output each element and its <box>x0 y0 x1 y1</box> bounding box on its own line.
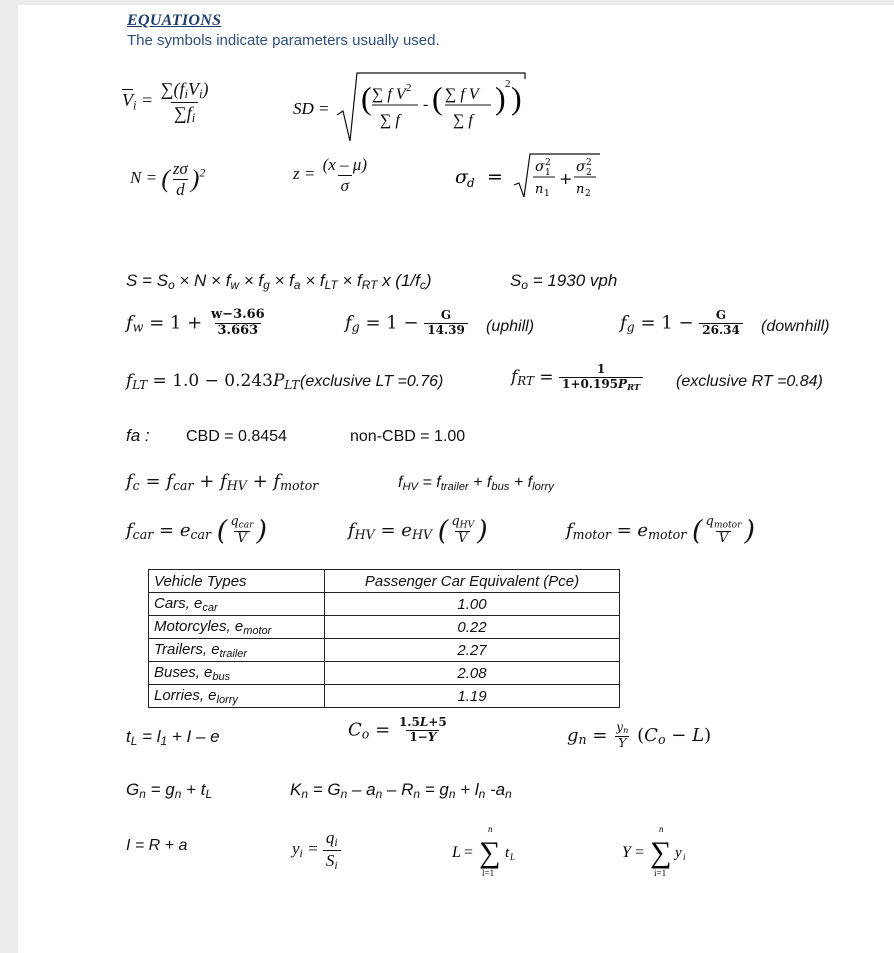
table-header-cell: Vehicle Types <box>149 570 325 593</box>
equation-total-flow-ratio <box>622 823 702 886</box>
svg-text:1: 1 <box>545 168 551 178</box>
svg-text:∑: ∑ <box>650 836 672 869</box>
downhill-note: (downhill) <box>761 318 830 335</box>
table-row <box>149 616 620 639</box>
svg-text:i=1: i=1 <box>654 868 667 878</box>
lt-note: (exclusive LT =0.76) <box>300 373 444 390</box>
svg-text:n: n <box>488 824 493 834</box>
svg-text:∑ f: ∑ f <box>380 112 400 129</box>
svg-text:(: ( <box>361 80 372 116</box>
svg-text:): ) <box>511 80 522 116</box>
svg-text:): ) <box>495 80 506 116</box>
svg-text:2: 2 <box>586 158 592 168</box>
equation-frt: $f_{RT}$ = $\frac{1}{1+0.195P_{RT}}$ <box>511 363 643 393</box>
equation-standard-deviation <box>293 69 533 152</box>
equation-fhv: $f_{HV} = e_{HV}$ ( $\frac{q_{HV}}{V}$ ) <box>348 514 488 547</box>
svg-text:-: - <box>423 96 429 113</box>
svg-text:2: 2 <box>585 189 591 199</box>
table-cell-value: 0.22 <box>325 616 620 639</box>
svg-text:(: ( <box>432 80 443 116</box>
equation-mean-speed: $\overline{V}_i$ = $\frac{\sum(f_iV_i)}{\sum f_i}$ <box>122 79 209 125</box>
svg-text:∑ f V: ∑ f V <box>445 86 479 103</box>
table-header-cell: Passenger Car Equivalent (Pce) <box>325 570 620 593</box>
table-cell-type: Buses, $e_{bus}$ <box>149 662 325 685</box>
svg-text:∑ f V: ∑ f V <box>372 86 406 103</box>
equation-green-time: $g_n$ = $\frac{y_n}{Y}$ $(C_o - L)$ <box>567 720 712 750</box>
lost-time-sum-svg <box>452 823 532 881</box>
svg-text:2: 2 <box>406 82 412 94</box>
svg-text:σ: σ <box>535 159 545 175</box>
table-row <box>149 662 620 685</box>
fa-label: fa : <box>126 426 150 445</box>
table-cell-value: 2.08 <box>325 662 620 685</box>
table-cell-value: 1.00 <box>325 593 620 616</box>
equation-fhv-sum: $f_{HV} = f_{trailer} + f_{bus} + f_{lorry}$ <box>398 474 554 493</box>
equation-sample-size: N = ( $\frac{z\sigma}{d}$ )$^2$ <box>130 159 206 199</box>
svg-text:i: i <box>683 852 686 862</box>
svg-text:2: 2 <box>545 158 551 168</box>
base-saturation-flow: $S_o = 1930$ vph <box>510 271 618 292</box>
svg-text:∑: ∑ <box>479 836 501 869</box>
table-cell-type: Trailers, $e_{trailer}$ <box>149 639 325 662</box>
table-cell-type: Cars, $e_{car}$ <box>149 593 325 616</box>
uphill-note: (uphill) <box>486 318 535 335</box>
equation-fw: $f_w = 1$ + $\frac{w-3.66}{3.663}$ <box>126 307 265 338</box>
svg-text:=: = <box>487 166 503 188</box>
svg-text:t: t <box>505 845 510 861</box>
svg-text:2: 2 <box>505 78 511 90</box>
svg-text:+: + <box>559 169 573 188</box>
equation-kn: $K_n = G_n - a_n - R_n = g_n + l_n$ $-a_n$ <box>290 780 512 801</box>
svg-text:L: L <box>452 844 461 861</box>
svg-text:σ: σ <box>576 159 586 175</box>
svg-text:σ: σ <box>455 166 468 188</box>
sigma-d-svg <box>455 151 605 201</box>
table-row <box>149 685 620 708</box>
equation-z-score: z = $\frac{(x - \mu)}{\sigma}$ <box>293 155 367 195</box>
heading-title: EQUATIONS <box>127 12 222 29</box>
equation-actual-green: $G_n = g_n + t_L$ <box>126 780 213 801</box>
table-row <box>149 639 620 662</box>
equation-flow-ratio: $y_i$ = $\frac{q_i}{S_i}$ <box>292 828 341 872</box>
svg-text:Y: Y <box>622 844 631 861</box>
svg-text:n: n <box>535 182 544 197</box>
svg-text:1: 1 <box>544 189 550 199</box>
svg-text:d: d <box>467 176 475 190</box>
equation-cycle-time: $C_o$ = $\frac{1.5L+5}{1-Y}$ <box>348 715 447 744</box>
equation-lost-time: $t_L = l_1 + I - e$ <box>126 727 220 748</box>
cbd-value: CBD = 0.8454 <box>186 428 287 445</box>
svg-text:∑ f: ∑ f <box>453 112 473 129</box>
equation-intergreen: I = R + a <box>126 837 188 854</box>
equation-saturation-flow: $S = S_o \times N \times f_w \times f_g \times f_a \times f_{LT} \times f_{RT}$ x $(1/f_c)$ <box>126 271 432 292</box>
equation-fcar: $f_{car} = e_{car}$ ( $\frac{q_{car}}{V}$ ) <box>126 514 268 547</box>
svg-text:SD =: SD = <box>293 99 330 118</box>
svg-text:2: 2 <box>586 168 592 178</box>
svg-text:y: y <box>675 845 682 861</box>
table-header-row <box>149 570 620 593</box>
table-cell-type: Motorcyles, $e_{motor}$ <box>149 616 325 639</box>
svg-text:L: L <box>510 852 516 862</box>
equation-total-lost-time <box>452 823 532 886</box>
table-cell-type: Lorries, $e_{lorry}$ <box>149 685 325 708</box>
svg-text:n: n <box>576 182 585 197</box>
equation-sigma-d <box>455 151 605 206</box>
equation-fc: $f_c = f_{car} + f_{HV} + f_{motor}$ <box>126 471 319 494</box>
table-cell-value: 1.19 <box>325 685 620 708</box>
heading-subtitle: The symbols indicate parameters usually used. <box>127 32 440 49</box>
document-page <box>18 5 894 953</box>
equation-fmotor: $f_{motor} = e_{motor}$ ( $\frac{q_{motor}}{V}$ ) <box>566 514 755 547</box>
pce-table <box>148 569 620 708</box>
noncbd-value: non-CBD = 1.00 <box>350 428 466 445</box>
svg-text:n: n <box>659 824 664 834</box>
table-cell-value: 2.27 <box>325 639 620 662</box>
flow-ratio-sum-svg <box>622 823 702 881</box>
table-row <box>149 593 620 616</box>
svg-text:=: = <box>635 844 645 861</box>
sd-formula-svg <box>293 69 533 147</box>
equation-fg-uphill: $f_g = 1$ − $\frac{G}{14.39}$ <box>345 309 468 338</box>
rt-note: (exclusive RT =0.84) <box>676 373 823 390</box>
equation-flt: $f_{LT} = 1.0 - 0.243P_{LT}$ <box>126 371 300 392</box>
svg-text:l=1: l=1 <box>482 868 495 878</box>
svg-text:=: = <box>464 844 474 861</box>
equation-fg-downhill: $f_g = 1$ − $\frac{G}{26.34}$ <box>620 309 743 338</box>
